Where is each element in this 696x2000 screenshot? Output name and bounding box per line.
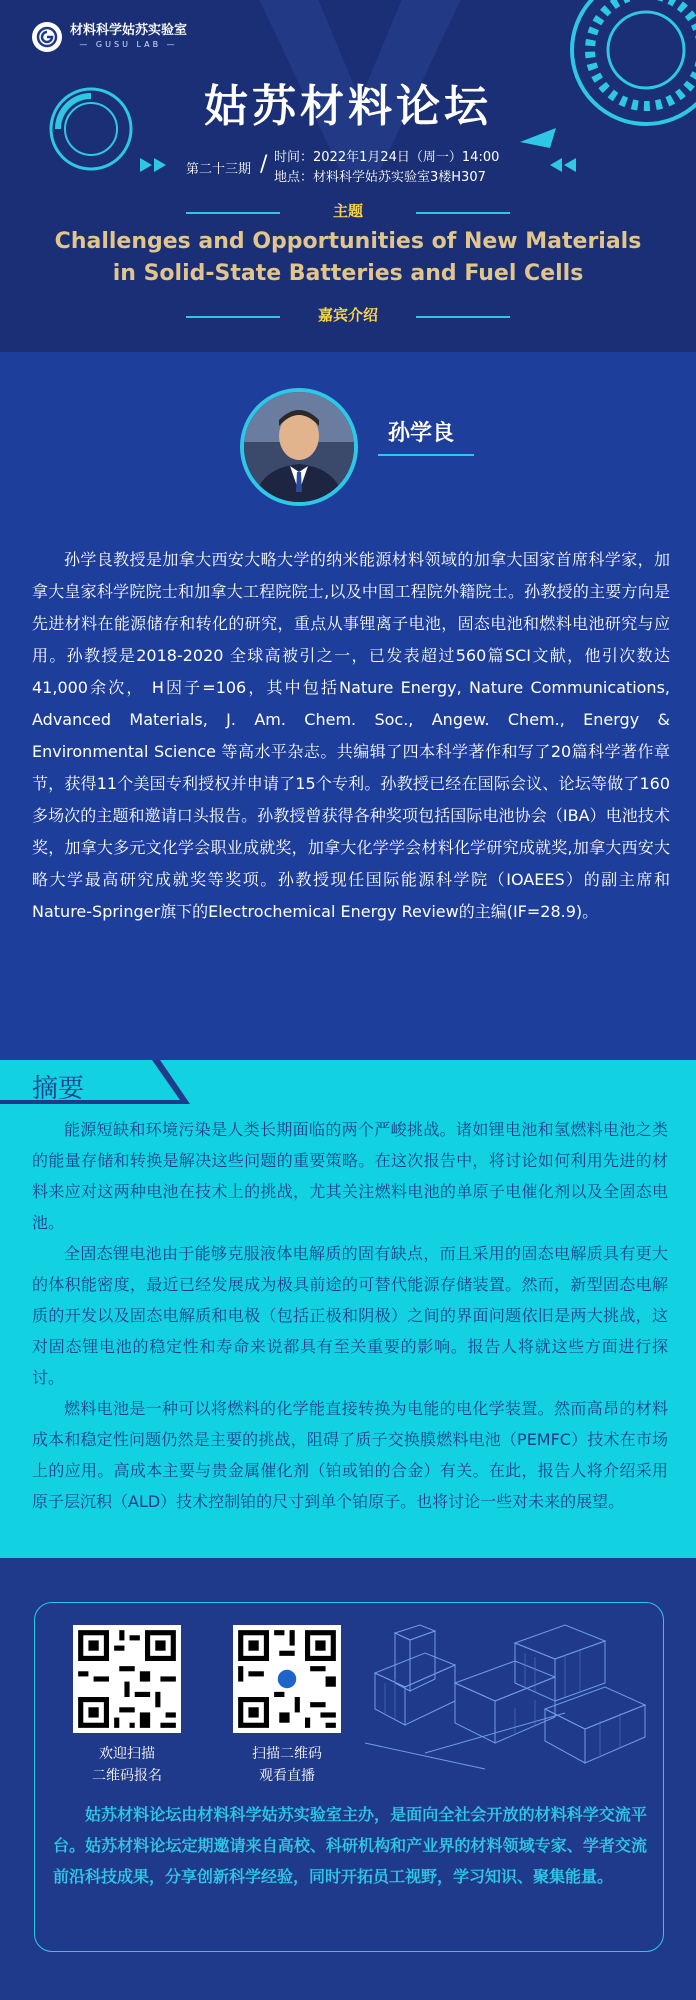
footer-card xyxy=(34,1602,664,1952)
lab-name-en: — GUSU LAB — xyxy=(79,40,178,49)
session-info-row xyxy=(140,148,580,188)
guest-intro-label: 嘉宾介绍 xyxy=(317,306,378,324)
abstract-section xyxy=(0,1060,696,1558)
lab-logo-icon xyxy=(32,22,62,52)
footer xyxy=(0,1558,696,2000)
session-location: 地点：材料科学姑苏实验室3楼H307 xyxy=(274,170,486,185)
forum-description: 姑苏材料论坛由材料科学姑苏实验室主办，是面向全社会开放的材料科学交流平台。姑苏材料论坛定期邀请来自高校、科研机构和产业界的材料领域专家、学者交流前沿科技成果，分享创新科学经验，同时开拓员工视野，学习知识、聚集能量。 xyxy=(53,1805,647,1886)
session-details xyxy=(274,148,499,188)
double-arrow-left-icon xyxy=(550,158,580,172)
topic-title xyxy=(20,226,676,290)
qr2-caption-line2: 观看直播 xyxy=(259,1768,315,1784)
lab-name: 材料科学姑苏实验室 xyxy=(70,23,188,38)
speaker-section xyxy=(0,352,696,1064)
header xyxy=(0,0,696,352)
registration-qr-code-icon[interactable] xyxy=(73,1625,181,1733)
abstract-paragraph: 能源短缺和环境污染是人类长期面临的两个严峻挑战。诸如锂电池和氢燃料电池之类的能量存储和转换是解决这些问题的重要策略。在这次报告中，将讨论如何利用先进的材料来应对这两种电池在技术上的挑战，尤其关注燃料电池的单原子电催化剂以及全固态电池。 xyxy=(32,1120,668,1232)
qr1-caption-line2: 二维码报名 xyxy=(92,1768,162,1784)
lab-logo xyxy=(32,22,187,52)
qr1-caption-line1: 欢迎扫描 xyxy=(99,1746,155,1762)
livestream-qr-code-icon[interactable] xyxy=(233,1625,341,1733)
abstract-body xyxy=(32,1114,668,1517)
registration-qr-caption xyxy=(57,1743,197,1787)
abstract-paragraph: 全固态锂电池由于能够克服液体电解质的固有缺点，而且采用的固态电解质具有更大的体积能密度，最近已经发展成为极具前途的可替代能源存储装置。然而，新型固态电解质的开发以及固态电解质和电极（包括正极和阴极）之间的界面问题依旧是两大挑战，这对固态锂电池的稳定性和寿命来说都具有至关重要的影响。报告人将就这些方面进行探讨。 xyxy=(32,1244,668,1387)
speaker-bio: 孙学良教授是加拿大西安大略大学的纳米能源材料领域的加拿大国家首席科学家，加拿大皇家科学院院士和加拿大工程院院士,以及中国工程院外籍院士。孙教授的主要方向是先进材料在能源储存和转化的研究，重点从事锂离子电池，固态电池和燃料电池研究与应用。孙教授是2018-2020 全球高被引之一，已发表超过560篇SCI文献，他引次数达41,000余次， H因子=106，其中包括Nature Energy, Nature Communications, Advanced Materials, J. Am. Chem. Soc., Angew. Chem., Energy & Environmental Science 等高水平杂志。共编辑了四本科学著作和写了20篇科学著作章节，获得11个美国专利授权并申请了15个专利。孙教授已经在国际会议、论坛等做了160多场次的主题和邀请口头报告。孙教授曾获得各种奖项包括国际电池协会（IBA）电池技术奖，加拿大多元文化学会职业成就奖，加拿大化学学会材料化学研究成就奖,加拿大西安大略大学最高研究成就奖等奖项。孙教授现任国际能源科学院（IOAEES）的副主席和Nature-Springer旗下的Electrochemical Energy Review的主编(IF=28.9)。 xyxy=(32,550,670,921)
topic-label: 主题 xyxy=(332,202,363,220)
qr2-caption-line1: 扫描二维码 xyxy=(252,1746,322,1762)
session-number: 第二十三期 xyxy=(186,162,252,177)
topic-title-line1: Challenges and Opportunities of New Materials xyxy=(54,229,642,254)
speaker-portrait xyxy=(240,388,358,506)
person-portrait-icon xyxy=(244,392,354,502)
topic-title-line2: in Solid-State Batteries and Fuel Cells xyxy=(112,261,584,286)
abstract-paragraph: 燃料电池是一种可以将燃料的化学能直接转换为电能的电化学装置。然而高昂的材料成本和稳定性问题仍然是主要的挑战，阻碍了质子交换膜燃料电池（PEMFC）技术在市场上的应用。高成本主要与贵金属催化剂（铂或铂的合金）有关。在此，报告人将介绍采用原子层沉积（ALD）技术控制铂的尺寸到单个铂原子。也将讨论一些对未来的展望。 xyxy=(32,1399,668,1511)
double-arrow-right-icon xyxy=(140,158,170,172)
abstract-title: 摘要 xyxy=(32,1074,85,1104)
session-time: 时间：2022年1月24日（周一）14:00 xyxy=(274,150,500,165)
abstract-tab xyxy=(0,1060,190,1104)
speaker-name: 孙学良 xyxy=(388,421,455,446)
session-divider: / xyxy=(260,152,268,177)
livestream-qr-caption xyxy=(217,1743,357,1787)
forum-title: 姑苏材料论坛 xyxy=(204,81,492,132)
speaker-name-underline xyxy=(378,454,474,456)
campus-buildings-illustration xyxy=(365,1613,655,1773)
